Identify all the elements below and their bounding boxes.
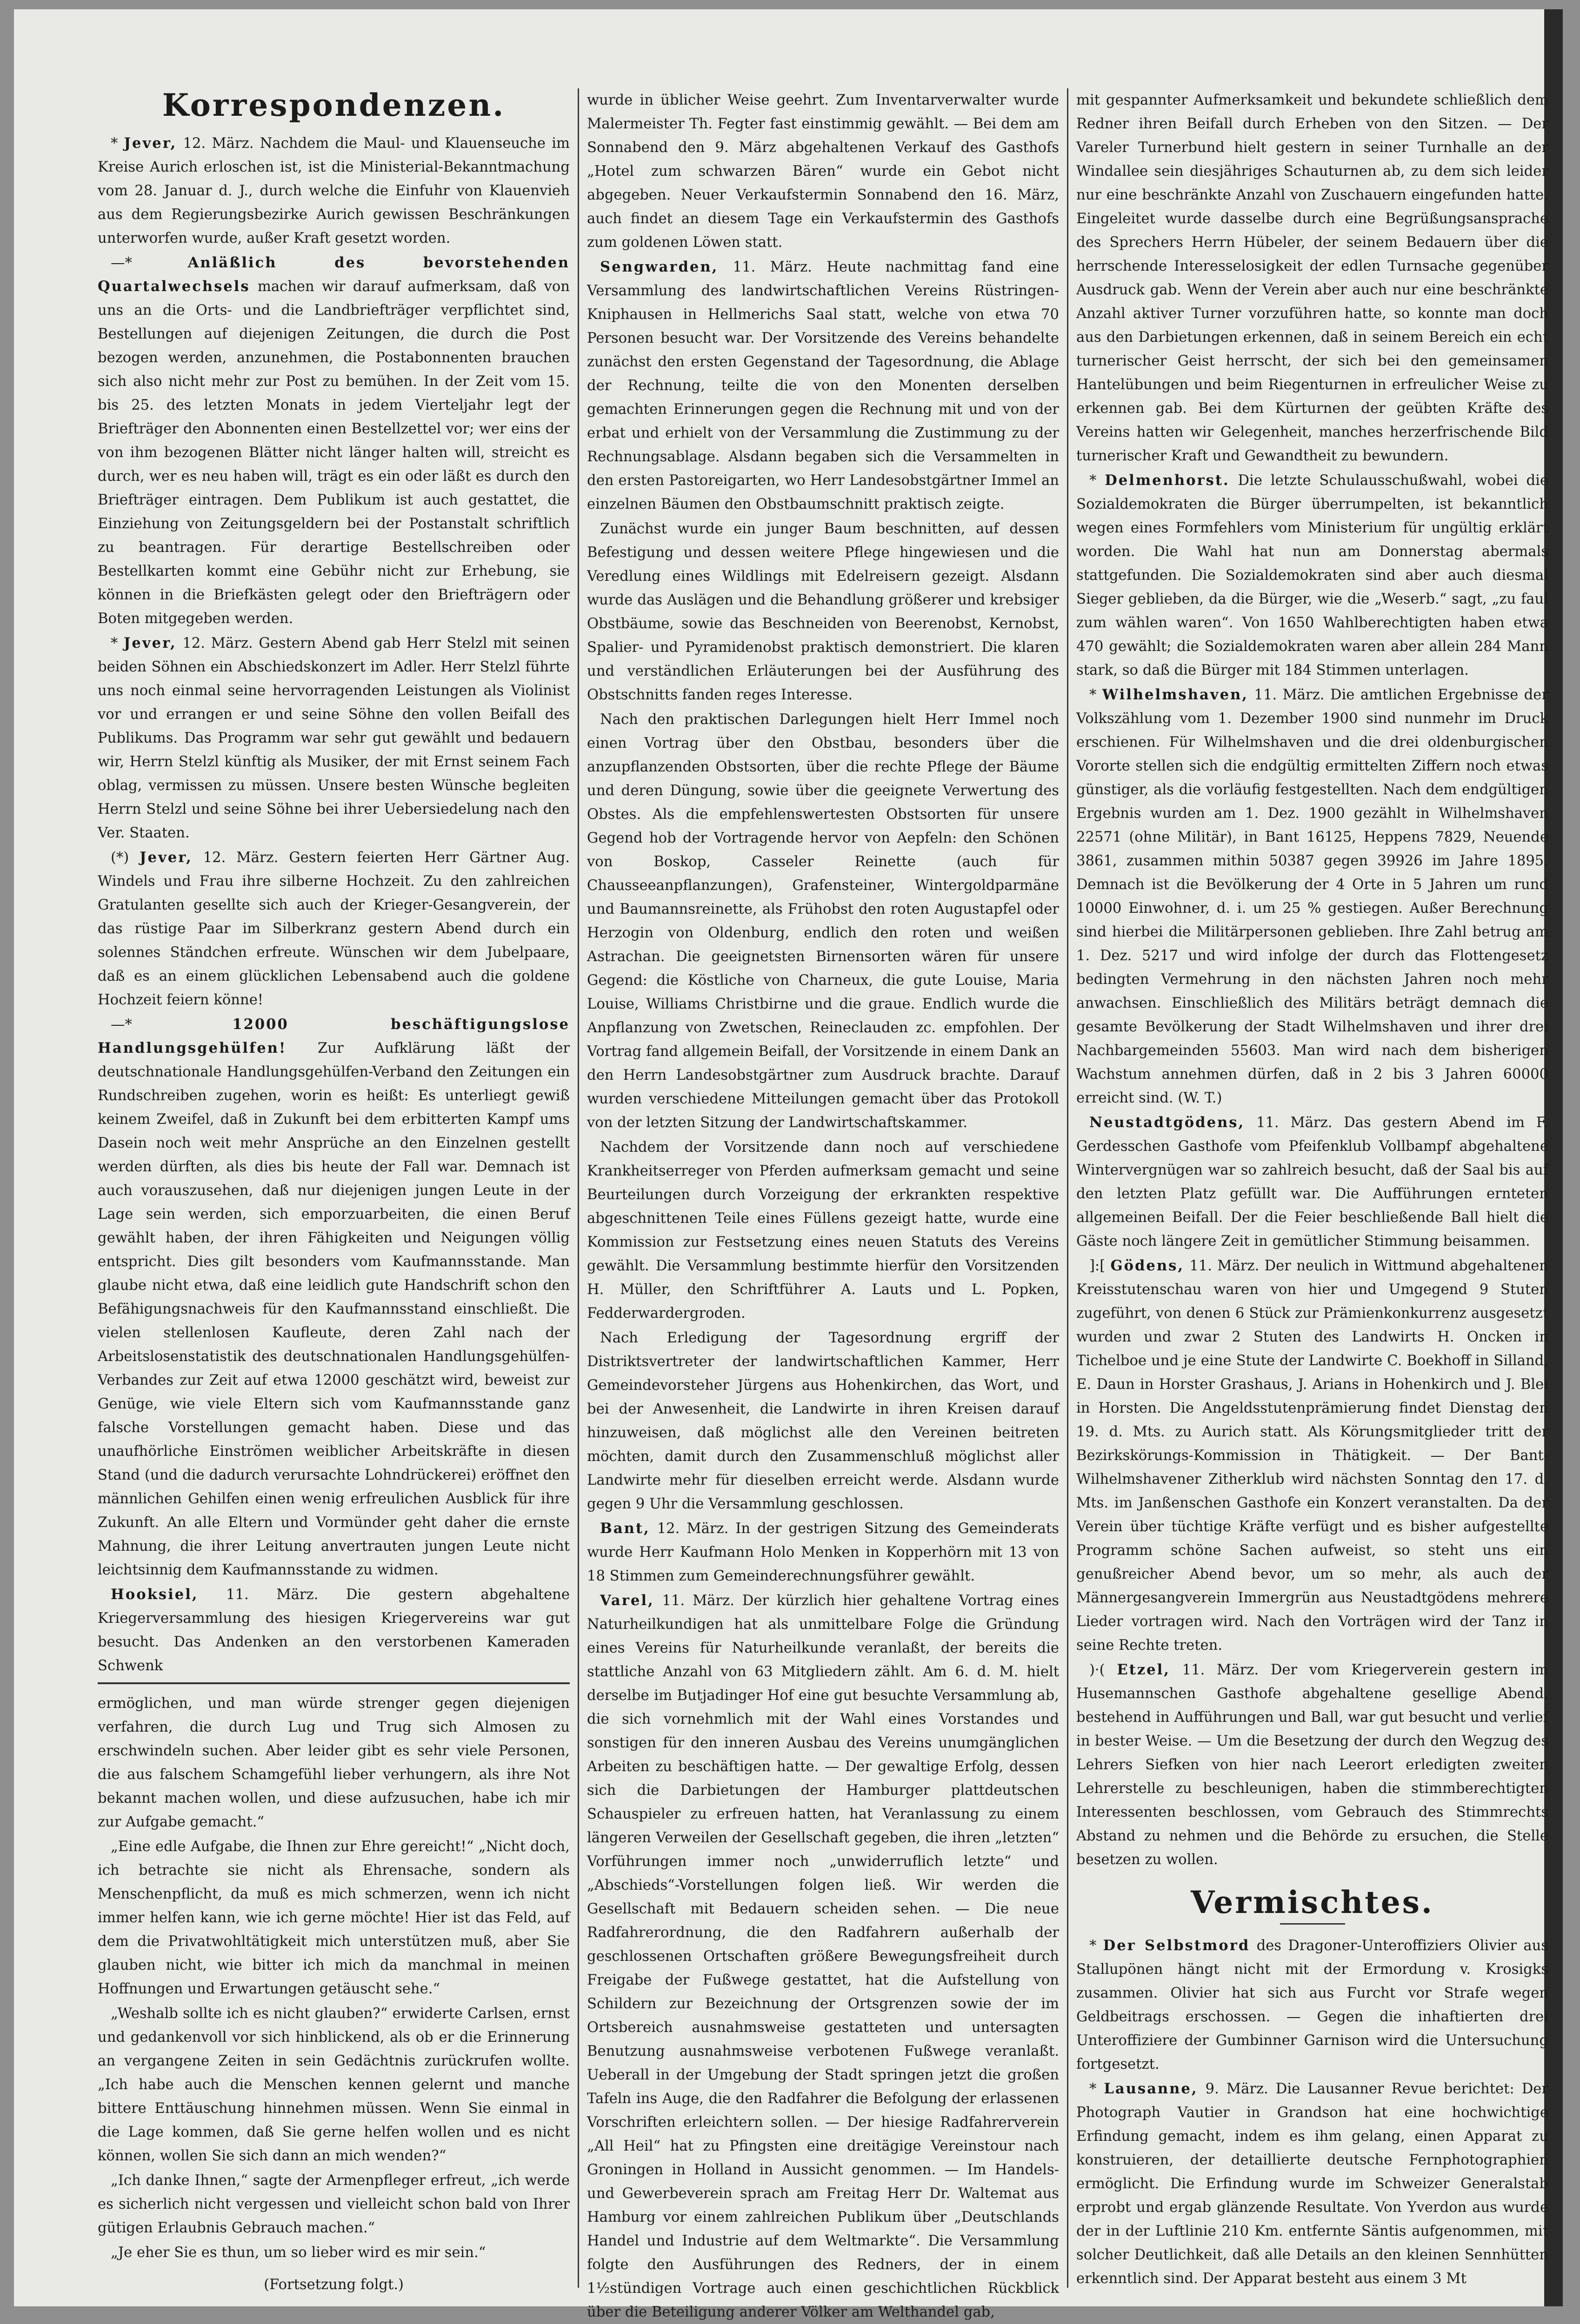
article-dateline: Anläßlich des bevorstehenden Quartalwechsels — [98, 254, 570, 295]
article-text: 11. März. Der neulich in Wittmund abgehaltenen Kreisstutenschau waren von hier und Umgegend 9 Stuten zugeführt, von denen 6 Stück zur Prämienkonkurrenz ausgesetzt wurden und zwar 2 Stuten des Landwirts H. Oncken in Tichelboe und je eine Stute der Landwirte C. Boekhoff in Silland, E. Daun in Horster Grashaus, J. Arians in Hohenkirch und J. Blei in Horsten. Die Angeldsstutenprämierung findet Dienstag den 19. d. Mts. zu Aurich statt. Als Körungsmitglieder tritt der Bezirkskörungs-Kommission in Thätigkeit. — Der Bant-Wilhelmshavener Zitherklub wird nächsten Sonntag den 17. d. Mts. im Janßenschen Gasthofe ein Konzert veranstalten. Da der Verein über tüchtige Kräfte verfügt und es bisher aufgestellte Programm schöne Sachen aufweist, so steht uns ein genußreicher Abend bevor, um so mehr, als auch der Männergesangverein Immergrün aus Neustadtgödens mehrere Lieder vortragen wird. Nach den Vorträgen wird der Tanz in seine Rechte treten. — [1076, 1258, 1548, 1653]
story-paragraph: „Eine edle Aufgabe, die Ihnen zur Ehre gereicht!“ „Nicht doch, ich betrachte sie nicht als Ehrensache, sondern als Menschenpflicht, da muß es mich schmerzen, wenn ich nicht immer helfen kann, wie ich gerne möchte! Hier ist das Feld, auf dem die Privatwohltätigkeit mich unterstützen muß, aber Sie glauben nicht, wie bitter ich mich da manchmal in meinen Hoffnungen und Erwartungen getäuscht sehe.“ — [98, 1838, 570, 1997]
article-dateline: Hooksiel, — [111, 1586, 199, 1603]
section-heading: Vermischtes. — [1076, 1886, 1548, 1925]
article — [1076, 683, 1548, 1110]
column-rule — [578, 88, 579, 2288]
article-marker: * — [1089, 2080, 1104, 2097]
article — [587, 1135, 1059, 1325]
article — [587, 255, 1059, 516]
article — [1076, 1934, 1548, 2076]
article-marker: )·( — [1089, 1662, 1117, 1678]
article-text: 12. März. Nachdem die Maul- und Klauenseuche im Kreise Aurich erloschen ist, ist die Ministerial-Bekanntmachung vom 28. Januar d. J., durch welche die Einfuhr von Klauenvieh aus dem Regierungsbezirke Aurich gewissen Beschränkungen unterworfen wurde, außer Kraft gesetzt worden. — [98, 135, 570, 246]
article — [1076, 1111, 1548, 1253]
article — [1076, 469, 1548, 682]
article-marker: —* — [111, 1016, 233, 1033]
article-text: 11. März. Der kürzlich hier gehaltene Vortrag eines Naturheilkundigen hat als unmittelbare Folge die Gründung eines Vereins für Naturheilkunde veranlaßt, der bereits die stattliche Anzahl von 63 Mitgliedern zählt. Am 6. d. M. hielt derselbe im Butjadinger Hof eine gut besuchte Versammlung ab, die sich vornehmlich mit der Wahl eines Vorstandes und sonstigen für den inneren Ausbau des Vereins unumgänglichen Arbeiten zu beschäftigen hatte. — Der gewaltige Erfolg, dessen sich die Darbietungen der Hamburger plattdeutschen Schauspieler zu erfreuen hatten, hat Veranlassung zu einem längeren Verweilen der Gesellschaft gegeben, die ihren „letzten“ Vorführungen immer noch „unwiderruflich letzte“ und „Abschieds“-Vorstellungen folgen ließ. Wir werden die Gesellschaft mit Bedauern scheiden sehen. — Die neue Radfahrerordnung, die den Radfahrern außerhalb der geschlossenen Ortschaften größere Bewegungsfreiheit durch Freigabe der Fußwege gestattet, hat die Aufstellung von Schildern zur Bezeichnung der Ortsgrenzen sowie der im Ortsbereich ausnahmsweise gestatteten und untersagten Benutzung ausnahmsweise verbotenen Fußwege veranlaßt. Ueberall in der Umgebung der Stadt springen jetzt die großen Tafeln ins Auge, die den Radfahrer die Befolgung der erlassenen Vorschriften erleichtern sollen. — Der hiesige Radfahrerverein „All Heil“ hat zu Pfingsten eine dreitägige Vereinstour nach Groningen in Holland in Aussicht genommen. — Im Handels- und Gewerbeverein sprach am Freitag Herr Dr. Waltemat aus Hamburg vor einem zahlreichen Publikum über „Deutschlands Handel und Industrie auf dem Weltmarkte“. Die Versammlung folgte den Ausführungen des Redners, der in einem 1½stündigen Vortrage auch einen geschichtlichen Rückblick über die Beteiligung anderer Völker am Welthandel gab, — [587, 1593, 1059, 2320]
article-text: 12. März. In der gestrigen Sitzung des Gemeinderats wurde Herr Kaufmann Holo Menken in Kopperhörn mit 13 von 18 Stimmen zum Gemeinderechnungsführer gewählt. — [587, 1521, 1059, 1584]
column-2 — [587, 88, 1059, 2320]
article-marker: * — [1089, 1937, 1103, 1954]
section-heading: Korrespondenzen. — [162, 87, 506, 123]
article — [1076, 2077, 1548, 2291]
article-marker: * — [111, 135, 124, 152]
article-dateline: Jever, — [140, 849, 193, 866]
article-text: Zunächst wurde ein junger Baum beschnitten, auf dessen Befestigung und dessen weitere Pflege hingewiesen und die Veredlung eines Wildlings mit Edelreisern gezeigt. Alsdann wurde das Auslägen und die Behandlung größerer und krebsiger Obstbäume, sowie das Beschneiden von Beerenobst, Kernobst, Spalier- und Pyramidenobst praktisch demonstriert. Die klaren und verständlichen Erläuterungen bei der Ausführung des Obstschnitts fanden reges Interesse. — [587, 521, 1059, 703]
article-marker: —* — [111, 254, 188, 271]
article-dateline: Etzel, — [1117, 1661, 1170, 1678]
story-paragraph: ermöglichen, und man würde strenger gegen diejenigen verfahren, die durch Lug und Trug sich Almosen zu erschwindeln suchen. Aber leider gibt es sehr viele Personen, die aus falschem Schamgefühl lieber verhungern, als ihre Not bekannt machen wollen, und diese aufzusuchen, habe ich mir zur Aufgabe gemacht.“ — [98, 1695, 570, 1830]
article-text: 9. März. Die Lausanner Revue berichtet: Der Photograph Vautier in Grandson hat eine hochwichtige Erfindung gemacht, indem es ihm gelang, einen Apparat zu konstruieren, der detaillierte deutsche Fernphotographien ermöglicht. Die Erfindung wurde im Schweizer Generalstab erprobt und ergab glänzende Resultate. Von Yverdon aus wurde der in der Luftlinie 210 Km. entfernte Säntis aufgenommen, mit solcher Deutlichkeit, daß alle Details an den kleinen Sennhütten erkenntlich sind. Der Apparat besteht aus einem 3 Mt — [1076, 2080, 1548, 2287]
article — [587, 1517, 1059, 1588]
article-dateline: Varel, — [600, 1592, 654, 1609]
article — [587, 88, 1059, 254]
article-text: des Dragoner-Unteroffiziers Olivier aus Stallupönen hängt nicht mit der Ermordung v. Krosigks zusammen. Olivier hat sich aus Furcht vor Strafe wegen Geldbeitrags erschossen. — Gegen die inhaftierten drei Unteroffiziere der Gumbinner Garnison wird die Untersuchung fortgesetzt. — [1076, 1937, 1548, 2072]
article — [587, 708, 1059, 1135]
article-text: mit gespannter Aufmerksamkeit und bekundete schließlich dem Redner ihren Beifall durch Erheben von den Sitzen. — Der Vareler Turnerbund hielt gestern in seiner Turnhalle an der Windallee sein diesjähriges Schauturnen ab, zu dem sich leider nur eine beschränkte Anzahl von Zuschauern eingefunden hatte. Eingeleitet wurde dasselbe durch eine Begrüßungsansprache des Sprechers Herrn Hübeler, der seinem Bedauern über die herrschende Interesselosigkeit der edlen Turnsache gegenüber Ausdruck gab. Wenn der Verein aber auch nur eine beschränkte Anzahl aktiver Turner vorzuführen hatte, so konnte man doch aus den Darbietungen erkennen, daß in seinem Bereich ein echt turnerischer Geist herrscht, der sich bei den gemeinsamen Hantelübungen und beim Riegenturnen in erfreulicher Weise zu erkennen gab. Bei dem Kürturnen der geübten Kräfte des Vereins hatten wir Gelegenheit, manches herzerfrischende Bild turnerischer Kraft und Gewandtheit zu bewundern. — [1076, 92, 1548, 464]
article-list — [98, 132, 570, 1678]
column-1 — [98, 88, 570, 2292]
article — [587, 517, 1059, 707]
article-text: 11. März. Die amtlichen Ergebnisse der Volkszählung vom 1. Dezember 1900 sind nunmehr im Druck erschienen. Für Wilhelmshaven und die drei oldenburgischen Vororte stellen sich die endgültig ermittelten Ziffern noch etwas günstiger, als die vorläufig festgestellten. Nach dem endgültigen Ergebnis wurden am 1. Dez. 1900 gezählt in Wilhelmshaven 22571 (ohne Militär), in Bant 16125, Heppens 7829, Neuende 3861, zusammen mithin 50387 gegen 39926 im Jahre 1895. Demnach ist die Bevölkerung der 4 Orte in 5 Jahren um rund 10000 Einwohner, d. i. um 25 % gestiegen. Außer Berechnung sind hierbei die Militärpersonen geblieben. Ihre Zahl betrug am 1. Dez. 5217 und wird infolge der durch das Flottengesetz bedingten Vermehrung in den nächsten Jahren noch mehr anwachsen. Einschließlich des Militärs beträgt demnach die gesamte Bevölkerung der Stadt Wilhelmshaven und ihrer drei Nachbargemeinden 55603. Man wird nach dem bisherigen Wachstum annehmen dürfen, daß in 2 bis 3 Jahren 60000 erreicht sind. (W. T.) — [1076, 687, 1548, 1106]
article — [98, 132, 570, 250]
story-paragraph: „Weshalb sollte ich es nicht glauben?“ erwiderte Carlsen, ernst und gedankenvoll vor sich hinblickend, als ob er die Erinnerung an vergangene Zeiten in sein Gedächtnis zurückrufen wollte. „Ich habe auch die Menschen kennen gelernt und manche bittere Enttäuschung hinnehmen müssen. Wenn Sie einmal in die Lage kommen, daß Sie gerne helfen wollen und es nicht können, wollen Sie sich dann an mich wenden?“ — [98, 2005, 570, 2164]
article-list — [1076, 88, 1548, 1872]
article-dateline: Gödens, — [1110, 1257, 1185, 1274]
article-text: 12. März. Gestern Abend gab Herr Stelzl mit seinen beiden Söhnen ein Abschiedskonzert im Adler. Herr Stelzl führte uns noch einmal seine hervorragenden Leistungen als Violinist vor und errangen er und seine Söhne den vollen Beifall des Publikums. Das Programm war sehr gut gewählt und bedauern wir, Herrn Stelzl künftig als Musiker, der mit Ernst seinem Fach oblag, vermissen zu müssen. Unsere besten Wünsche begleiten Herrn Stelzl und seine Söhne bei ihrer Uebersiedelung nach den Ver. Staaten. — [98, 635, 570, 841]
article-marker: * — [1089, 687, 1102, 703]
article-list — [1076, 1934, 1548, 2291]
article-marker: * — [111, 635, 124, 651]
article-text: 12. März. Gestern feierten Herr Gärtner Aug. Windels und Frau ihre silberne Hochzeit. Zu den zahlreichen Gratulanten gesellte sich auch der Krieger-Gesangverein, der das rüstige Paar im Silberkranz gestern Abend durch ein solennes Ständchen erfreute. Wünschen wir dem Jubelpaare, daß es an einem glücklichen Lebensabend auch die goldene Hochzeit feiern könne! — [98, 849, 570, 1008]
article-dateline: Bant, — [600, 1520, 650, 1537]
article-text: 11. März. Das gestern Abend im F. Gerdesschen Gasthofe vom Pfeifenklub Vollbampf abgehaltene Wintervergnügen war so zahlreich besucht, daß der Saal bis auf den letzten Platz gefüllt war. Die Aufführungen ernteten allgemeinen Beifall. Der die Feier beschließende Ball hielt die Gäste noch längere Zeit in gemütlicher Stimmung beisammen. — [1076, 1115, 1548, 1249]
article-dateline: Lausanne, — [1104, 2080, 1198, 2097]
serial-story — [98, 1692, 570, 2264]
article-text: Nach Erledigung der Tagesordnung ergriff der Distriktsvertreter der landwirtschaftlichen Kammer, Herr Gemeindevorsteher Jürgens aus Hohenkirchen, das Wort, und bei der Anwesenheit, die Landwirte in ihren Kreisen darauf hinzuweisen, daß möglichst alle den Vereinen beitreten möchten, damit durch den Zusammenschluß möglichst aller Landwirte mehr für dieselben erreicht werde. Alsdann wurde gegen 9 Uhr die Versammlung geschlossen. — [587, 1330, 1059, 1512]
article — [1076, 88, 1548, 468]
article-dateline: Der Selbstmord — [1103, 1937, 1250, 1954]
article — [1076, 1658, 1548, 1872]
article-dateline: Neustadtgödens, — [1089, 1114, 1245, 1131]
article-text: 11. März. Die gestern abgehaltene Kriegerversammlung des hiesigen Kriegervereins war gut besucht. Das Andenken an den verstorbenen Kameraden Schwenk — [98, 1586, 570, 1674]
article — [98, 846, 570, 1012]
article-marker: ]:[ — [1089, 1258, 1111, 1274]
story-paragraph: „Ich danke Ihnen,“ sagte der Armenpfleger erfreut, „ich werde es sicherlich nicht vergessen und vielleicht schon bald von Ihrer gütigen Erlaubnis Gebrauch machen.“ — [98, 2172, 570, 2236]
article-list — [587, 88, 1059, 2324]
article-text: 11. März. Der vom Kriegerverein gestern im Husemannschen Gasthofe abgehaltene gesellige Abend, bestehend in Aufführungen und Ball, war gut besucht und verlief in bester Weise. — Um die Besetzung der durch den Wegzug des Lehrers Siefken von hier nach Leerort erledigten zweiten Lehrerstelle zu beschleunigen, haben die stimmberechtigten Interessenten beschlossen, vom Gebrauch des Stimmrechts Abstand zu nehmen und die Behörde zu ersuchen, die Stelle besetzen zu wollen. — [1076, 1662, 1548, 1868]
article-text: Nach den praktischen Darlegungen hielt Herr Immel noch einen Vortrag über den Obstbau, besonders über die anzupflanzenden Obstsorten, über die rechte Pflege der Bäume und deren Düngung, sowie über die geeignete Verwertung des Obstes. Als die empfehlenswertesten Obstsorten für unsere Gegend hob der Vortragende hervor von Aepfeln: den Schönen von Boskop, Casseler Reinette (auch für Chausseeanpflanzungen), Grafensteiner, Wintergoldparmäne und Baumannsreinette, als Frühobst den roten Augustapfel oder Herzogin von Oldenburg, endlich den roten und weißen Astrachan. Die geeignetsten Birnensorten wären für unsere Gegend: die Köstliche von Charneux, die gute Louise, Maria Louise, Williams Christbirne und die graue. Endlich wurde die Anpflanzung von Zwetschen, Reineclauden zc. empfohlen. Der Vortrag fand allgemein Beifall, der Vorsitzende in einem Dank an den Herrn Landesobstgärtner zum Ausdruck brachte. Darauf wurden verschiedene Mitteilungen gemacht über das Protokoll von der letzten Sitzung der Landwirtschaftskammer. — [587, 711, 1059, 1131]
newspaper-page — [14, 9, 1563, 2320]
article — [98, 631, 570, 845]
article-marker: (*) — [111, 849, 140, 866]
article-text: Die letzte Schulausschußwahl, wobei die Sozialdemokraten die Bürger überrumpelten, ist bekanntlich wegen eines Formfehlers vom Ministerium für ungültig erklärt worden. Die Wahl hat nun am Donnerstag abermals stattgefunden. Die Sozialdemokraten sind aber auch diesmal Sieger geblieben, da die Bürger, wie die „Weserb.“ sagt, „zu faul zum wählen waren“. Von 1650 Wahlberechtigten haben etwa 470 gewählt; die Sozialdemokraten waren aber allein 284 Mann stark, so daß die Bürger mit 184 Stimmen unterlagen. — [1076, 472, 1548, 678]
article-text: wurde in üblicher Weise geehrt. Zum Inventarverwalter wurde Malermeister Th. Fegter fast einstimmig gewählt. — Bei dem am Sonnabend den 9. März abgehaltenen Verkauf des Gasthofs „Hotel zum schwarzen Bären“ wurde ein Gebot nicht abgegeben. Neuer Verkaufstermin Sonnabend den 16. März, auch findet an diesem Tage ein Verkaufstermin des Gasthofs zum goldenen Löwen statt. — [587, 92, 1059, 251]
article-dateline: Wilhelmshaven, — [1102, 686, 1248, 703]
column-3 — [1076, 88, 1548, 2292]
feuilleton-rule — [98, 1682, 570, 1684]
article-marker: * — [1089, 472, 1105, 489]
article-text: Nachdem der Vorsitzende dann noch auf verschiedene Krankheitserreger von Pferden aufmerksam gemacht und seine Beurteilungen durch Vorzeigung der erkrankten respektive abgeschnittenen Teile eines Füllens gezeigt hatte, wurde eine Kommission zur Festsetzung eines neuen Statuts des Vereins gewählt. Die Versammlung bestimmte hierfür den Vorsitzenden H. Müller, den Schriftführer A. Lauts und L. Popken, Fedderwardergroden. — [587, 1139, 1059, 1321]
article — [1076, 1254, 1548, 1657]
article-dateline: Delmenhorst. — [1105, 472, 1230, 489]
article-text: machen wir darauf aufmerksam, daß von uns an die Orts- und die Landbriefträger verpflichtet sind, Bestellungen auf diejenigen Zeitungen, die durch die Post bezogen werden, anzunehmen, die Postabonnenten brauchen sich also nicht mehr zur Post zu bemühen. In der Zeit vom 15. bis 25. des letzten Monats in jedem Vierteljahr legt der Briefträger den Abonnenten einen Bestellzettel vor; wer eins der von ihm bezogenen Blätter nicht länger halten will, streicht es durch, wer es neu haben will, trägt es ein oder läßt es durch den Briefträger eintragen. Dem Publikum ist auch gestattet, die Einziehung von Zeitungsgeldern bei der Postanstalt schriftlich zu beantragen. Für derartige Bestellschreiben oder Bestellkarten kommt eine Gebühr nicht zur Erhebung, sie können in die Briefkästen gelegt oder den Briefträgern oder Boten mitgegeben werden. — [98, 278, 570, 627]
story-paragraph: „Je eher Sie es thun, um so lieber wird es mir sein.“ — [111, 2244, 486, 2261]
continuation-note: (Fortsetzung folgt.) — [264, 2276, 404, 2293]
article — [98, 251, 570, 631]
column-rule — [1067, 88, 1068, 2288]
article — [98, 1013, 570, 1582]
article — [587, 1326, 1059, 1516]
article — [587, 1589, 1059, 2324]
article-text: 11. März. Heute nachmittag fand eine Versammlung des landwirtschaftlichen Vereins Rüstringen-Kniphausen in Hellmerichs Saal statt, welche von etwa 70 Personen besucht war. Der Vorsitzende des Vereins behandelte zunächst den ersten Gegenstand der Tagesordnung, die Ablage der Rechnung, teilte die von den Monenten derselben gemachten Erinnerungen gegen die Rechnung mit und von der erbat und erhielt von der Versammlung die Zustimmung zu der Rechnungsablage. Alsdann begaben sich die Versammelten in den ersten Pastoreigarten, wo Herr Landesobstgärtner Immel an einzelnen Bäumen den Obstbaumschnitt praktisch zeigte. — [587, 259, 1059, 512]
article-text: Zur Aufklärung läßt der deutschnationale Handlungsgehülfen-Verband den Zeitungen ein Rundschreiben zugehen, worin es heißt: Es unterliegt gewiß keinem Zweifel, daß in Zukunft bei dem erbitterten Kampf ums Dasein noch weit mehr Ansprüche an den Einzelnen gestellt werden dürften, als dies bis heute der Fall war. Demnach ist auch vorauszusehen, daß nur diejenigen jungen Leute in der Lage sein werden, sich emporzuarbeiten, die einen Beruf gewählt haben, der ihren Fähigkeiten und Neigungen völlig entspricht. Dies gilt besonders vom Kaufmannsstande. Man glaube nicht etwa, daß eine leidlich gute Handschrift schon den Befähigungsnachweis für den Kaufmannsstand einschließt. Die vielen stellenlosen Kaufleute, deren Zahl nach der Arbeitslosenstatistik des deutschnationalen Handlungsgehülfen-Verbandes zur Zeit auf etwa 12000 geschätzt wird, beweist zur Genüge, wie viele Eltern sich vom Kaufmannsstande ganz falsche Vorstellungen gemacht haben. Diese und das unaufhörliche Einströmen weiblicher Arbeitskräfte in diesen Stand (und die dadurch verursachte Lohndrückerei) eröffnet den männlichen Gehilfen einen wenig erfreulichen Ausblick für ihre Zukunft. An alle Eltern und Vormünder geht daher die ernste Mahnung, die ihrer Leitung anvertrauten jungen Leute nicht leichtsinnig dem Kaufmannsstande zu widmen. — [98, 1040, 570, 1578]
article-dateline: Jever, — [124, 134, 177, 152]
article-dateline: Jever, — [123, 634, 177, 651]
article — [98, 1583, 570, 1678]
article-dateline: 12000 beschäftigungslose Handlungsgehülfen! — [98, 1016, 570, 1056]
article-dateline: Sengwarden, — [600, 259, 719, 275]
